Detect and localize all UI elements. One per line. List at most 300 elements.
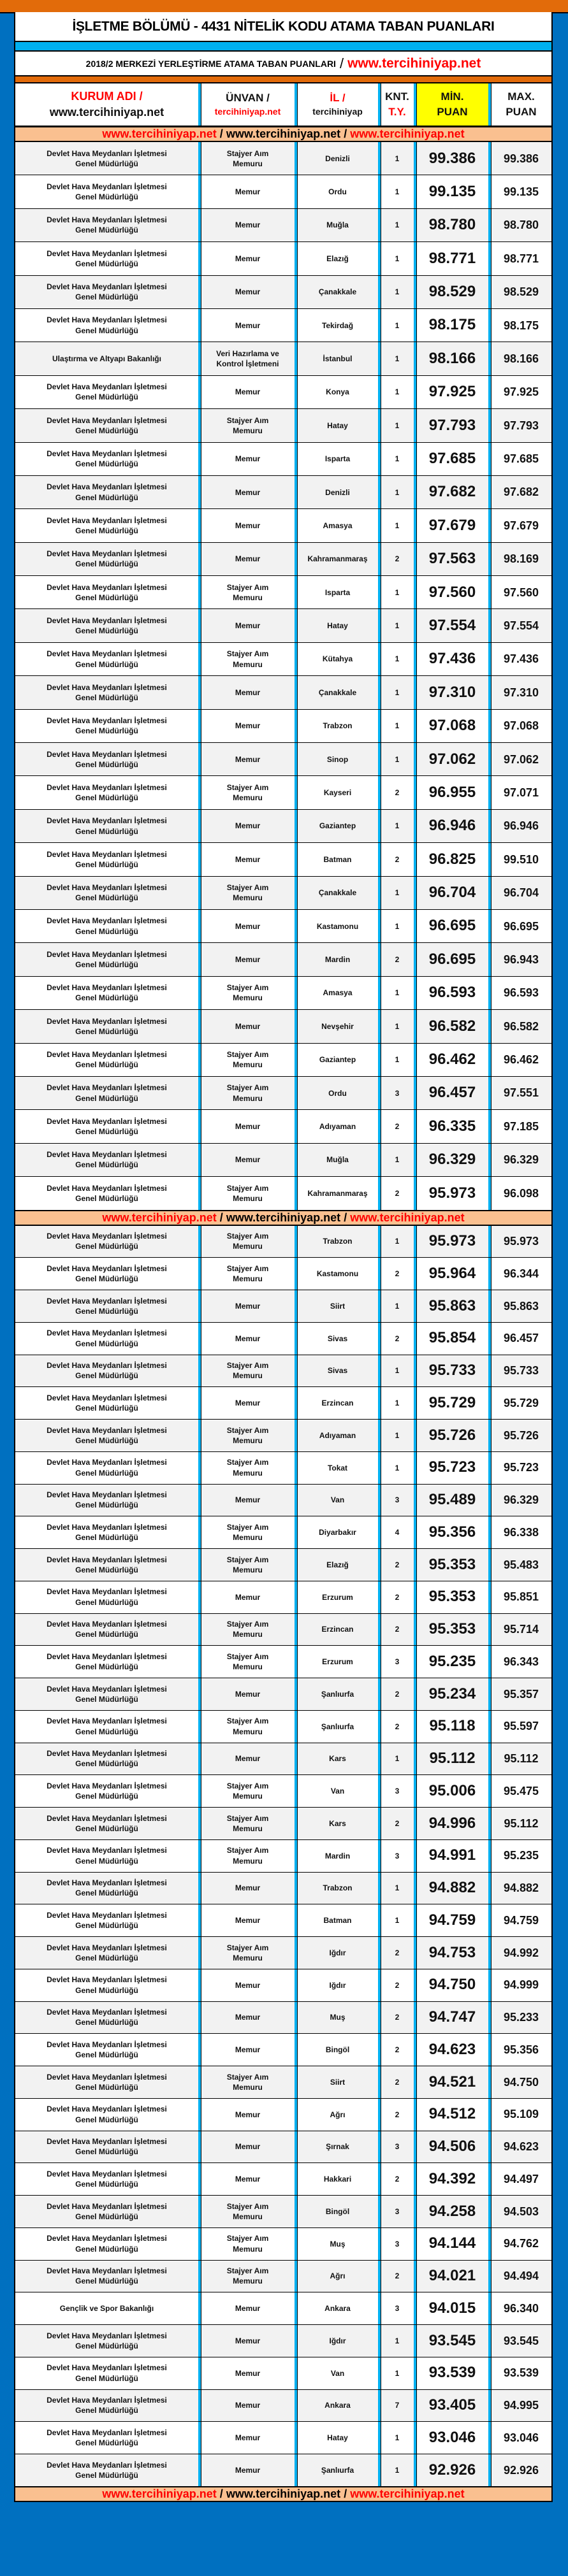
kurum-line: Genel Müdürlüğü bbox=[75, 1274, 138, 1284]
max-puan-value: 97.793 bbox=[503, 419, 539, 432]
unvan-line: Memuru bbox=[233, 793, 263, 803]
il-value: Elazığ bbox=[326, 254, 349, 263]
kurum-line: Devlet Hava Meydanları İşletmesi bbox=[47, 549, 167, 559]
header-ty-label: T.Y. bbox=[388, 106, 406, 118]
max-puan-value: 98.780 bbox=[503, 219, 539, 232]
table-row bbox=[15, 1044, 551, 1077]
max-puan-value: 95.973 bbox=[503, 1235, 539, 1248]
unvan-line: Memur bbox=[235, 320, 261, 330]
max-puan-value: 96.593 bbox=[503, 986, 539, 1000]
kurum-line: Devlet Hava Meydanları İşletmesi bbox=[47, 1846, 167, 1855]
min-puan-cell bbox=[414, 1420, 488, 1451]
table-row bbox=[15, 2131, 551, 2164]
max-puan-value: 95.597 bbox=[503, 1720, 539, 1733]
max-puan-cell bbox=[488, 342, 551, 375]
banner-link-3[interactable]: www.tercihiniyap.net bbox=[350, 1211, 465, 1224]
kurum-line: Genel Müdürlüğü bbox=[75, 1060, 138, 1070]
max-puan-value: 99.135 bbox=[503, 185, 539, 198]
table-row bbox=[15, 743, 551, 776]
il-value: Tokat bbox=[327, 1463, 348, 1472]
banner-link-1[interactable]: www.tercihiniyap.net bbox=[102, 1211, 217, 1224]
kontenjan-cell bbox=[378, 1387, 414, 1419]
unvan-cell bbox=[198, 710, 295, 742]
kontenjan-value: 1 bbox=[395, 287, 400, 297]
table-row bbox=[15, 1614, 551, 1646]
table-row bbox=[15, 877, 551, 910]
unvan-line: Memur bbox=[235, 1021, 261, 1031]
kontenjan-cell bbox=[378, 543, 414, 575]
kontenjan-value: 3 bbox=[395, 1088, 400, 1098]
unvan-cell bbox=[198, 1840, 295, 1872]
unvan-line: Stajyer Aım bbox=[226, 2201, 269, 2211]
min-puan-cell bbox=[414, 776, 488, 809]
max-puan-value: 93.046 bbox=[503, 2431, 539, 2444]
kontenjan-cell bbox=[378, 175, 414, 208]
min-puan-cell bbox=[414, 676, 488, 709]
max-puan-cell bbox=[488, 743, 551, 775]
kurum-line: Devlet Hava Meydanları İşletmesi bbox=[47, 682, 167, 692]
kurum-line: Genel Müdürlüğü bbox=[75, 2244, 138, 2254]
unvan-line: Stajyer Aım bbox=[226, 649, 269, 659]
kontenjan-cell bbox=[378, 142, 414, 175]
max-puan-cell bbox=[488, 1420, 551, 1451]
min-puan-value: 94.512 bbox=[428, 2105, 476, 2123]
il-value: Iğdır bbox=[329, 1948, 346, 1957]
il-cell bbox=[295, 2228, 378, 2260]
max-puan-cell bbox=[488, 276, 551, 308]
banner-link-3[interactable]: www.tercihiniyap.net bbox=[350, 2487, 465, 2500]
banner-link-3[interactable]: www.tercihiniyap.net bbox=[350, 127, 465, 140]
kurum-line: Devlet Hava Meydanları İşletmesi bbox=[47, 2331, 167, 2340]
unvan-line: Memuru bbox=[233, 2212, 263, 2221]
banner-link-2[interactable]: www.tercihiniyap.net bbox=[226, 1211, 341, 1224]
max-puan-value: 96.098 bbox=[503, 1186, 539, 1200]
min-puan-cell bbox=[414, 2422, 488, 2454]
kurum-line: Genel Müdürlüğü bbox=[75, 2438, 138, 2448]
kurum-cell bbox=[15, 1873, 198, 1904]
table-row bbox=[15, 910, 551, 943]
unvan-line: Memur bbox=[235, 521, 261, 530]
unvan-cell bbox=[198, 943, 295, 975]
min-puan-value: 94.747 bbox=[428, 2008, 476, 2026]
il-value: Erzurum bbox=[322, 1592, 353, 1602]
max-puan-cell bbox=[488, 1077, 551, 1109]
kurum-line: Devlet Hava Meydanları İşletmesi bbox=[47, 2201, 167, 2211]
table-row bbox=[15, 1743, 551, 1776]
unvan-line: Stajyer Aım bbox=[226, 1183, 269, 1193]
min-puan-cell bbox=[414, 1711, 488, 1743]
il-cell bbox=[295, 1452, 378, 1484]
table-row bbox=[15, 2357, 551, 2390]
kontenjan-value: 2 bbox=[395, 1625, 400, 1634]
kontenjan-cell bbox=[378, 1873, 414, 1904]
il-cell bbox=[295, 676, 378, 709]
min-puan-cell bbox=[414, 342, 488, 375]
unvan-line: Memur bbox=[235, 2465, 261, 2475]
max-puan-cell bbox=[488, 1904, 551, 1936]
unvan-cell bbox=[198, 2066, 295, 2098]
min-puan-value: 96.695 bbox=[428, 917, 476, 935]
min-puan-value: 98.175 bbox=[428, 316, 476, 334]
table-row bbox=[15, 1420, 551, 1452]
unvan-line: Memur bbox=[235, 287, 261, 297]
kurum-line: Devlet Hava Meydanları İşletmesi bbox=[47, 1975, 167, 1985]
il-cell bbox=[295, 1775, 378, 1807]
kontenjan-cell bbox=[378, 1355, 414, 1387]
min-puan-cell bbox=[414, 409, 488, 442]
il-value: Konya bbox=[326, 387, 349, 397]
kurum-line: Devlet Hava Meydanları İşletmesi bbox=[47, 949, 167, 959]
min-puan-value: 94.996 bbox=[428, 1814, 476, 1832]
il-value: Ankara bbox=[324, 2304, 351, 2313]
max-puan-value: 96.695 bbox=[503, 919, 539, 933]
min-puan-value: 94.623 bbox=[428, 2040, 476, 2058]
min-puan-value: 97.436 bbox=[428, 650, 476, 668]
page-title: İŞLETME BÖLÜMÜ - 4431 NİTELİK KODU ATAMA TABAN PUANLARI bbox=[15, 12, 551, 42]
kontenjan-value: 1 bbox=[395, 187, 400, 196]
il-cell bbox=[295, 1323, 378, 1355]
unvan-line: Memuru bbox=[233, 1565, 263, 1574]
unvan-line: Memuru bbox=[233, 1060, 263, 1070]
max-puan-value: 96.457 bbox=[503, 1332, 539, 1345]
min-puan-cell bbox=[414, 1840, 488, 1872]
il-cell bbox=[295, 142, 378, 175]
max-puan-cell bbox=[488, 2066, 551, 2098]
max-puan-cell bbox=[488, 1549, 551, 1581]
il-cell bbox=[295, 1110, 378, 1142]
kurum-cell bbox=[15, 2228, 198, 2260]
min-puan-value: 94.015 bbox=[428, 2299, 476, 2317]
kurum-line: Devlet Hava Meydanları İşletmesi bbox=[47, 2234, 167, 2243]
max-puan-value: 96.704 bbox=[503, 886, 539, 900]
kurum-line: Genel Müdürlüğü bbox=[75, 1694, 138, 1704]
header-min-puan bbox=[414, 83, 488, 126]
kurum-line: Genel Müdürlüğü bbox=[75, 1093, 138, 1103]
kurum-cell bbox=[15, 743, 198, 775]
min-puan-cell bbox=[414, 2196, 488, 2227]
max-puan-value: 95.483 bbox=[503, 1558, 539, 1571]
max-puan-value: 99.510 bbox=[503, 853, 539, 866]
unvan-cell bbox=[198, 1516, 295, 1548]
unvan-line: Stajyer Aım bbox=[226, 1813, 269, 1823]
table-row bbox=[15, 543, 551, 576]
unvan-line: Stajyer Aım bbox=[226, 1361, 269, 1371]
min-puan-value: 95.353 bbox=[428, 1555, 476, 1573]
max-puan-cell bbox=[488, 376, 551, 408]
min-puan-cell bbox=[414, 1743, 488, 1775]
max-puan-cell bbox=[488, 142, 551, 175]
kurum-cell bbox=[15, 2357, 198, 2389]
kontenjan-value: 2 bbox=[395, 2271, 400, 2281]
unvan-line: Stajyer Aım bbox=[226, 1083, 269, 1093]
max-puan-value: 94.759 bbox=[503, 1913, 539, 1927]
kurum-line: Genel Müdürlüğü bbox=[75, 292, 138, 302]
kurum-line: Genel Müdürlüğü bbox=[75, 1306, 138, 1316]
il-cell bbox=[295, 509, 378, 542]
unvan-cell bbox=[198, 543, 295, 575]
table-header bbox=[15, 83, 551, 127]
unvan-line: Memuru bbox=[233, 659, 263, 669]
kurum-line: Devlet Hava Meydanları İşletmesi bbox=[47, 1781, 167, 1790]
min-puan-value: 95.964 bbox=[428, 1264, 476, 1282]
il-cell bbox=[295, 2034, 378, 2066]
kurum-line: Devlet Hava Meydanları İşletmesi bbox=[47, 582, 167, 592]
unvan-line: Memuru bbox=[233, 893, 263, 903]
min-puan-value: 97.560 bbox=[428, 583, 476, 601]
kurum-line: Devlet Hava Meydanları İşletmesi bbox=[47, 1490, 167, 1500]
header-knt-label: KNT. bbox=[385, 90, 409, 103]
il-value: Trabzon bbox=[323, 1883, 353, 1893]
kurum-cell bbox=[15, 2131, 198, 2163]
il-value: Van bbox=[330, 2368, 345, 2378]
il-cell bbox=[295, 1840, 378, 1872]
il-value: Muş bbox=[330, 2239, 346, 2249]
il-cell bbox=[295, 1258, 378, 1290]
max-puan-cell bbox=[488, 1743, 551, 1775]
kurum-cell bbox=[15, 309, 198, 342]
kontenjan-cell bbox=[378, 676, 414, 709]
unvan-cell bbox=[198, 1077, 295, 1109]
kurum-line: Genel Müdürlüğü bbox=[75, 593, 138, 602]
min-puan-cell bbox=[414, 443, 488, 475]
kontenjan-cell bbox=[378, 2261, 414, 2292]
kurum-line: Devlet Hava Meydanları İşletmesi bbox=[47, 449, 167, 459]
max-puan-cell bbox=[488, 2357, 551, 2389]
min-puan-value: 94.021 bbox=[428, 2267, 476, 2285]
kontenjan-cell bbox=[378, 1808, 414, 1839]
kurum-line: Genel Müdürlüğü bbox=[75, 2018, 138, 2027]
unvan-cell bbox=[198, 142, 295, 175]
min-puan-value: 93.539 bbox=[428, 2364, 476, 2382]
kurum-cell bbox=[15, 2390, 198, 2422]
min-puan-cell bbox=[414, 1387, 488, 1419]
table-row bbox=[15, 1452, 551, 1485]
il-value: Gaziantep bbox=[319, 821, 356, 831]
subtitle-site-link[interactable]: www.tercihiniyap.net bbox=[347, 55, 481, 71]
unvan-cell bbox=[198, 2099, 295, 2131]
min-puan-value: 98.166 bbox=[428, 349, 476, 367]
kontenjan-value: 2 bbox=[395, 2175, 400, 2184]
kontenjan-cell bbox=[378, 1678, 414, 1710]
unvan-line: Stajyer Aım bbox=[226, 782, 269, 792]
kurum-cell bbox=[15, 242, 198, 275]
min-puan-cell bbox=[414, 509, 488, 542]
kontenjan-cell bbox=[378, 1258, 414, 1290]
kontenjan-value: 2 bbox=[395, 1592, 400, 1602]
kontenjan-value: 7 bbox=[395, 2401, 400, 2410]
table-row bbox=[15, 476, 551, 509]
max-puan-cell bbox=[488, 1485, 551, 1516]
il-cell bbox=[295, 843, 378, 875]
kurum-cell bbox=[15, 676, 198, 709]
kontenjan-value: 2 bbox=[395, 1980, 400, 1990]
il-cell bbox=[295, 810, 378, 842]
kontenjan-cell bbox=[378, 1485, 414, 1516]
kontenjan-value: 2 bbox=[395, 1818, 400, 1828]
unvan-line: Stajyer Aım bbox=[226, 148, 269, 158]
table-row bbox=[15, 2034, 551, 2066]
banner-link-1[interactable]: www.tercihiniyap.net bbox=[102, 127, 217, 140]
min-puan-cell bbox=[414, 2002, 488, 2034]
il-cell bbox=[295, 2422, 378, 2454]
kurum-cell bbox=[15, 1077, 198, 1109]
kurum-cell bbox=[15, 710, 198, 742]
min-puan-value: 94.750 bbox=[428, 1976, 476, 1994]
il-value: Hatay bbox=[327, 2433, 348, 2443]
kurum-line: Devlet Hava Meydanları İşletmesi bbox=[47, 883, 167, 893]
min-puan-cell bbox=[414, 1144, 488, 1176]
il-cell bbox=[295, 776, 378, 809]
min-puan-cell bbox=[414, 476, 488, 508]
min-puan-value: 97.679 bbox=[428, 516, 476, 534]
kurum-line: Genel Müdürlüğü bbox=[75, 2082, 138, 2092]
unvan-line: Memur bbox=[235, 2142, 261, 2152]
kontenjan-cell bbox=[378, 776, 414, 809]
table-row bbox=[15, 2002, 551, 2034]
unvan-cell bbox=[198, 1452, 295, 1484]
kurum-line: Genel Müdürlüğü bbox=[75, 2212, 138, 2221]
unvan-line: Stajyer Aım bbox=[226, 415, 269, 425]
kurum-cell bbox=[15, 943, 198, 975]
table-row bbox=[15, 1937, 551, 1969]
table-row bbox=[15, 1355, 551, 1388]
unvan-line: Memuru bbox=[233, 1371, 263, 1381]
kurum-line: Devlet Hava Meydanları İşletmesi bbox=[47, 2169, 167, 2178]
unvan-line: Stajyer Aım bbox=[226, 1943, 269, 1952]
table-row bbox=[15, 2163, 551, 2196]
min-puan-value: 95.733 bbox=[428, 1362, 476, 1379]
min-puan-cell bbox=[414, 2390, 488, 2422]
kontenjan-cell bbox=[378, 1969, 414, 2001]
kurum-cell bbox=[15, 1420, 198, 1451]
il-value: Trabzon bbox=[323, 721, 353, 731]
table-row bbox=[15, 242, 551, 275]
kurum-line: Genel Müdürlüğü bbox=[75, 826, 138, 836]
min-puan-cell bbox=[414, 910, 488, 942]
kontenjan-cell bbox=[378, 2422, 414, 2454]
unvan-line: Memur bbox=[235, 2401, 261, 2410]
banner-separator: / bbox=[344, 2487, 347, 2500]
kontenjan-cell bbox=[378, 2228, 414, 2260]
il-cell bbox=[295, 910, 378, 942]
unvan-line: Memur bbox=[235, 2433, 261, 2443]
min-puan-value: 97.554 bbox=[428, 616, 476, 634]
min-puan-cell bbox=[414, 576, 488, 608]
table-row bbox=[15, 1581, 551, 1614]
min-puan-value: 96.457 bbox=[428, 1084, 476, 1102]
max-puan-cell bbox=[488, 877, 551, 909]
table-row bbox=[15, 1678, 551, 1711]
min-puan-value: 97.062 bbox=[428, 750, 476, 768]
min-puan-cell bbox=[414, 2228, 488, 2260]
unvan-cell bbox=[198, 1743, 295, 1775]
max-puan-value: 94.503 bbox=[503, 2205, 539, 2218]
unvan-cell bbox=[198, 1678, 295, 1710]
il-value: Kayseri bbox=[323, 788, 352, 798]
min-puan-cell bbox=[414, 1516, 488, 1548]
kontenjan-cell bbox=[378, 2099, 414, 2131]
min-puan-value: 94.753 bbox=[428, 1943, 476, 1961]
max-puan-cell bbox=[488, 1873, 551, 1904]
il-cell bbox=[295, 342, 378, 375]
kurum-cell bbox=[15, 476, 198, 508]
site-banner bbox=[15, 127, 551, 142]
table-row bbox=[15, 276, 551, 309]
min-puan-value: 95.726 bbox=[428, 1426, 476, 1444]
min-puan-value: 95.235 bbox=[428, 1652, 476, 1670]
unvan-line: Veri Hazırlama ve bbox=[216, 349, 279, 358]
il-value: Kahramanmaraş bbox=[307, 1188, 368, 1198]
kurum-cell bbox=[15, 2454, 198, 2486]
min-puan-value: 96.329 bbox=[428, 1151, 476, 1169]
header-max-puan-label: PUAN bbox=[506, 106, 537, 118]
table-row bbox=[15, 1549, 551, 1581]
kurum-line: Genel Müdürlüğü bbox=[75, 2115, 138, 2124]
il-value: Van bbox=[330, 1787, 345, 1796]
kurum-line: Devlet Hava Meydanları İşletmesi bbox=[47, 2363, 167, 2373]
kurum-line: Genel Müdürlüğü bbox=[75, 2277, 138, 2286]
unvan-line: Memur bbox=[235, 1121, 261, 1131]
max-puan-value: 98.169 bbox=[503, 552, 539, 566]
table-row bbox=[15, 1144, 551, 1177]
banner-separator: / bbox=[219, 127, 223, 140]
il-cell bbox=[295, 2002, 378, 2034]
banner-link-1[interactable]: www.tercihiniyap.net bbox=[102, 2487, 217, 2500]
kurum-cell bbox=[15, 209, 198, 241]
header-il bbox=[295, 83, 378, 126]
min-puan-value: 95.353 bbox=[428, 1620, 476, 1638]
max-puan-cell bbox=[488, 2261, 551, 2292]
il-cell bbox=[295, 2292, 378, 2324]
kurum-cell bbox=[15, 376, 198, 408]
il-value: Amasya bbox=[323, 521, 353, 530]
unvan-cell bbox=[198, 376, 295, 408]
kontenjan-value: 2 bbox=[395, 854, 400, 864]
unvan-line: Memur bbox=[235, 1689, 261, 1699]
max-puan-cell bbox=[488, 810, 551, 842]
kurum-cell bbox=[15, 1808, 198, 1839]
max-puan-value: 97.560 bbox=[503, 586, 539, 599]
kurum-line: Genel Müdürlüğü bbox=[75, 493, 138, 502]
max-puan-value: 95.723 bbox=[503, 1461, 539, 1474]
kontenjan-cell bbox=[378, 2325, 414, 2357]
kontenjan-cell bbox=[378, 843, 414, 875]
kontenjan-value: 1 bbox=[395, 1237, 400, 1246]
min-puan-cell bbox=[414, 877, 488, 909]
il-value: İstanbul bbox=[323, 354, 353, 363]
kurum-cell bbox=[15, 2261, 198, 2292]
il-value: Ağrı bbox=[330, 2110, 346, 2119]
table-row bbox=[15, 1969, 551, 2002]
table-row bbox=[15, 1873, 551, 1905]
banner-link-2[interactable]: www.tercihiniyap.net bbox=[226, 127, 341, 140]
kurum-line: Genel Müdürlüğü bbox=[75, 860, 138, 869]
kurum-line: Devlet Hava Meydanları İşletmesi bbox=[47, 1183, 167, 1193]
kontenjan-cell bbox=[378, 977, 414, 1009]
unvan-line: Memuru bbox=[233, 2082, 263, 2092]
kontenjan-cell bbox=[378, 1144, 414, 1176]
unvan-line: Memuru bbox=[233, 1824, 263, 1833]
max-puan-cell bbox=[488, 1711, 551, 1743]
max-puan-value: 99.386 bbox=[503, 152, 539, 165]
il-value: Muğla bbox=[326, 220, 349, 230]
banner-link-2[interactable]: www.tercihiniyap.net bbox=[226, 2487, 341, 2500]
min-puan-value: 97.682 bbox=[428, 483, 476, 501]
unvan-cell bbox=[198, 1808, 295, 1839]
kurum-line: Ulaştırma ve Altyapı Bakanlığı bbox=[52, 354, 161, 363]
kurum-line: Devlet Hava Meydanları İşletmesi bbox=[47, 515, 167, 525]
min-puan-value: 96.335 bbox=[428, 1117, 476, 1135]
